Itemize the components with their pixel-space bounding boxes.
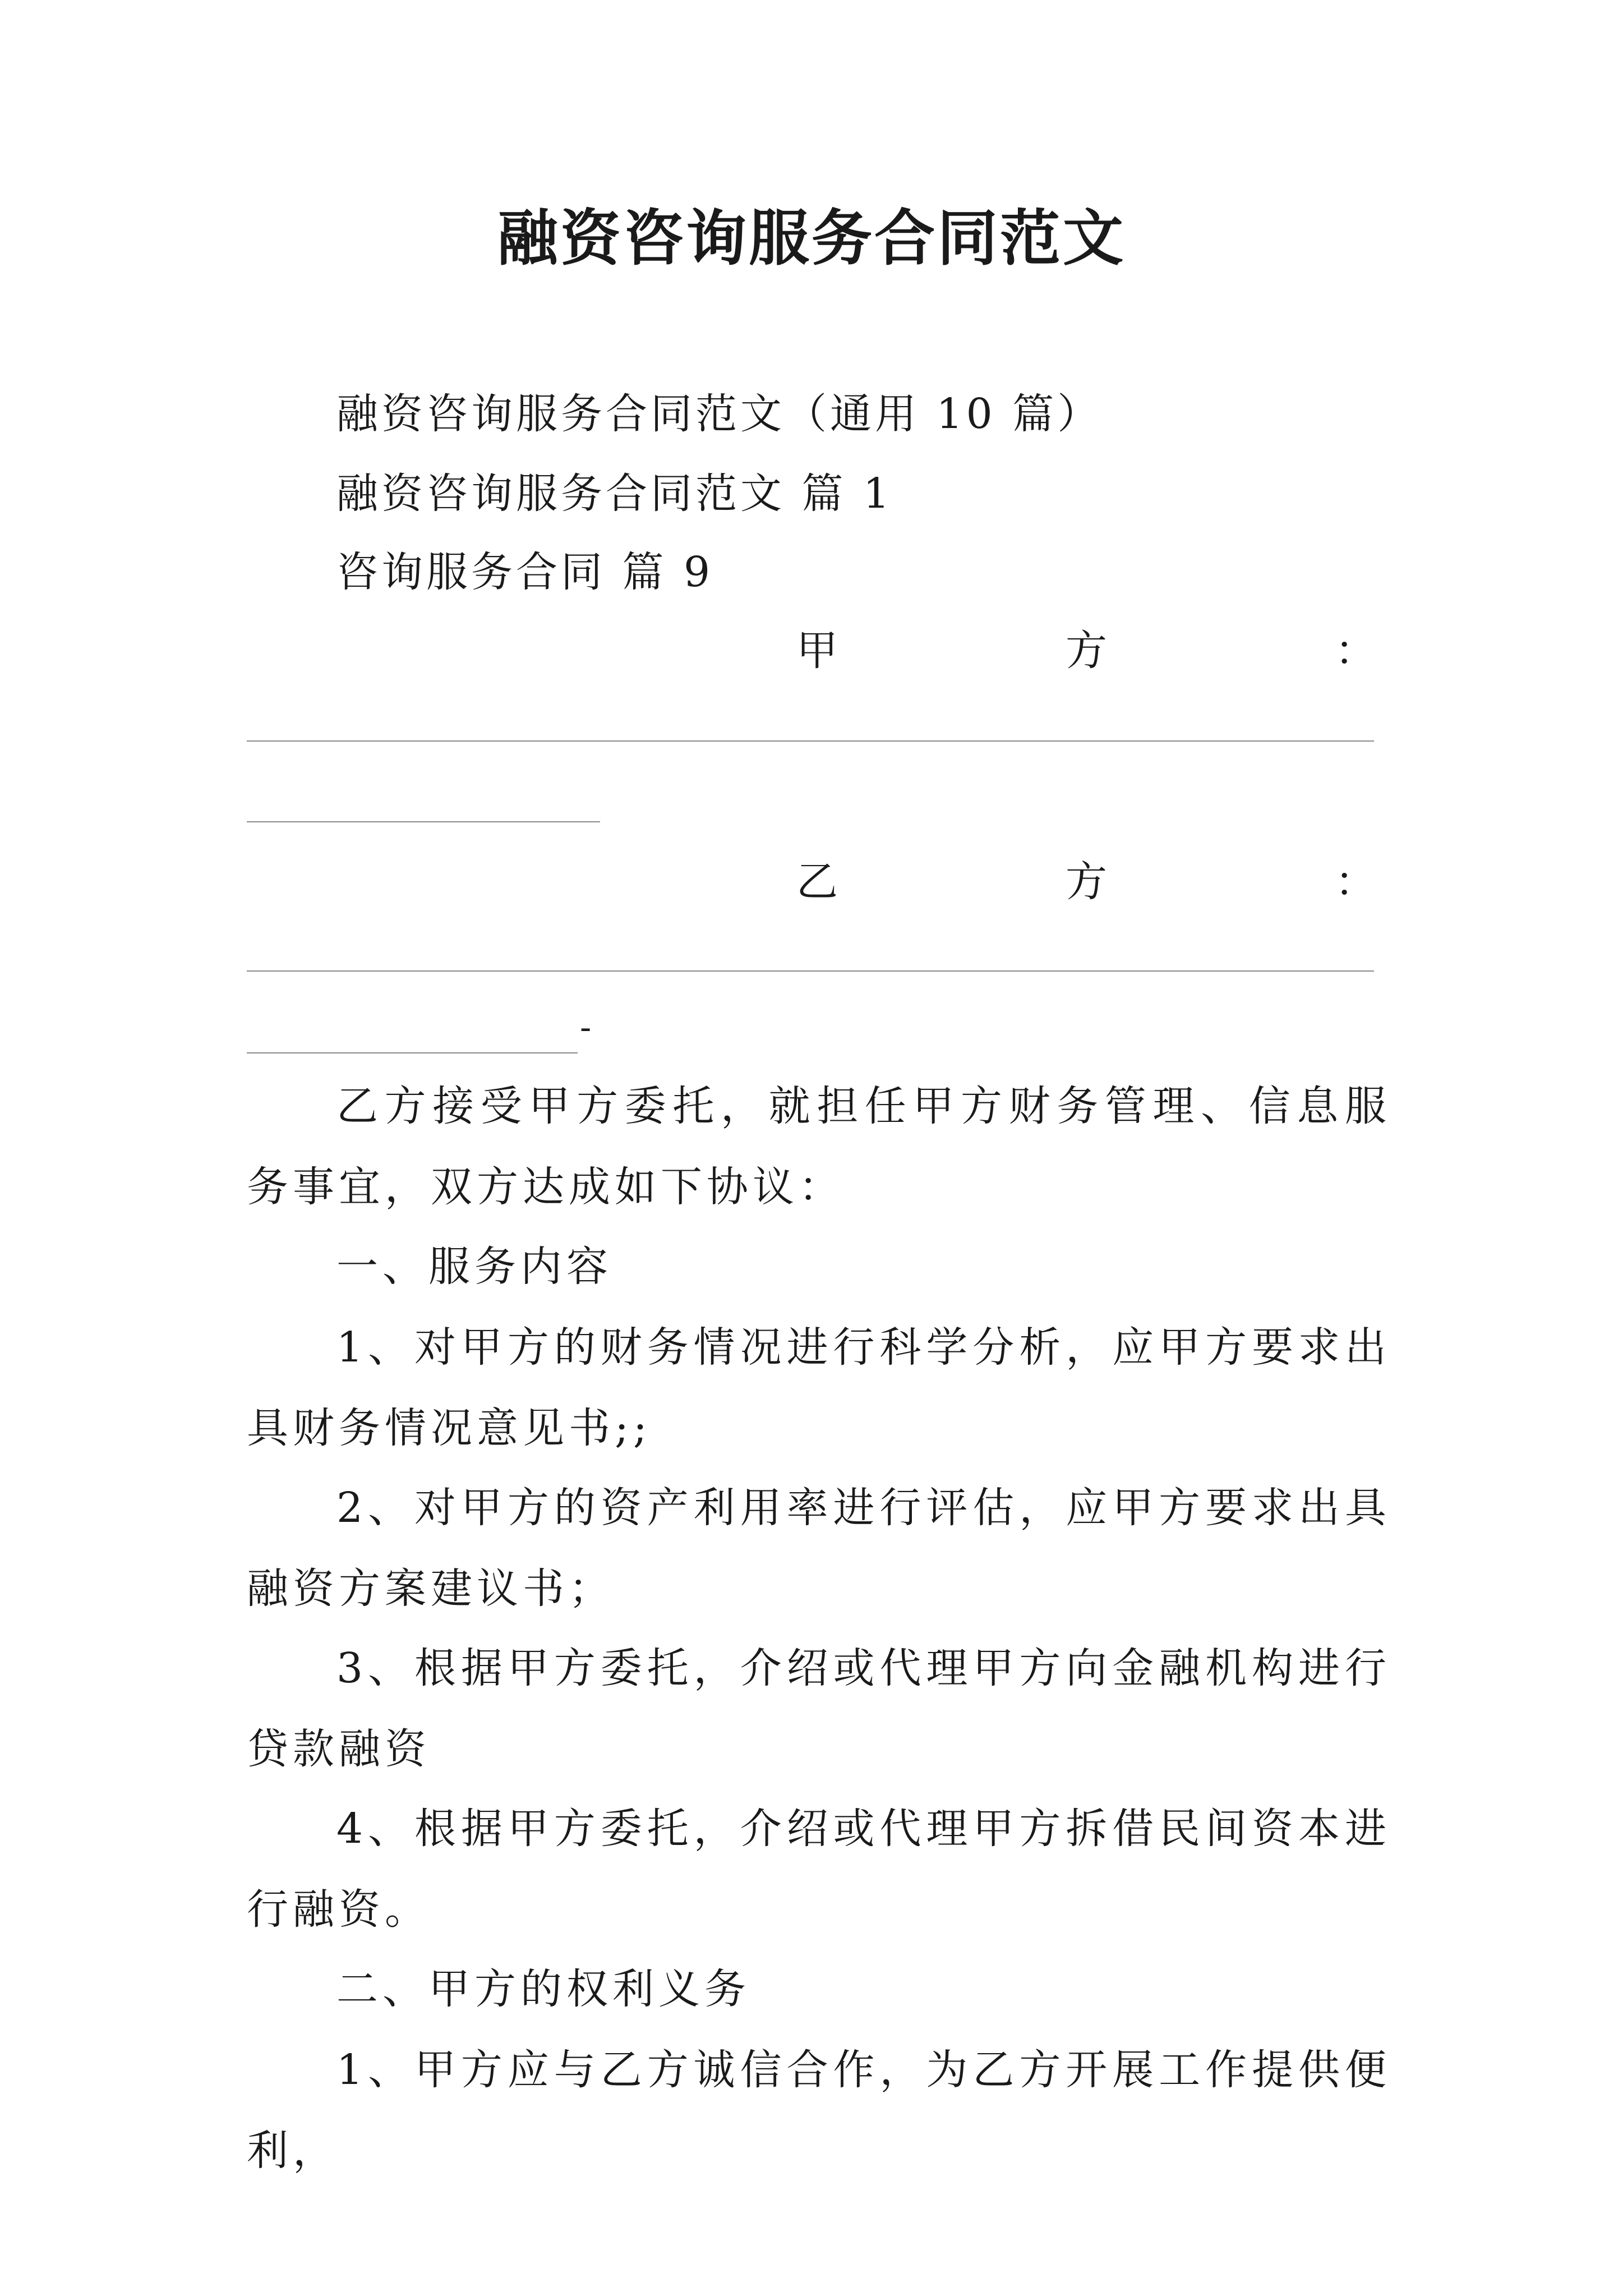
party-b-char-2: 方: [1066, 858, 1107, 906]
party-b-label: [796, 854, 1376, 910]
paragraph-item-5: 1、甲方应与乙方诚信合作，为乙方开展工作提供便利，: [247, 2046, 1391, 2175]
party-b-char-1: 乙: [796, 858, 838, 906]
paragraph-item-2: 2、对甲方的资产利用率进行评估，应甲方要求出具融资方案建议书；: [247, 1484, 1391, 1613]
subtitle-line-1: 融资咨询服务合同范文（通用 10 篇）: [336, 390, 1103, 438]
party-b-colon: ：: [1335, 858, 1376, 906]
party-a-char-1: 甲: [796, 627, 838, 675]
party-b-dash-mark: -: [580, 1008, 592, 1047]
paragraph-intro: 乙方接受甲方委托，就担任甲方财务管理、信息服务事宜，双方达成如下协议：: [247, 1082, 1391, 1211]
party-a-fill-line-1: [247, 740, 1374, 742]
subtitle-line-2: 融资咨询服务合同范文 篇 1: [336, 470, 893, 518]
party-a-label: [796, 623, 1376, 679]
paragraph-item-1: 1、对甲方的财务情况进行科学分析，应甲方要求出具财务情况意见书;;: [247, 1323, 1391, 1452]
party-a-char-2: 方: [1066, 627, 1107, 675]
party-a-colon: ：: [1335, 627, 1376, 675]
section-heading-1: 一、服务内容: [336, 1243, 612, 1291]
paragraph-item-3: 3、根据甲方委托，介绍或代理甲方向金融机构进行贷款融资: [247, 1644, 1391, 1773]
party-b-fill-line-1: [247, 970, 1374, 972]
section-heading-2: 二、甲方的权利义务: [336, 1965, 750, 2013]
document-title: 融资咨询服务合同范文: [497, 203, 1126, 274]
subtitle-line-3: 咨询服务合同 篇 9: [336, 548, 714, 596]
paragraph-item-4: 4、根据甲方委托，介绍或代理甲方拆借民间资本进行融资。: [247, 1805, 1391, 1934]
party-a-fill-line-2: [247, 821, 600, 822]
party-b-fill-line-2: [247, 1052, 578, 1053]
